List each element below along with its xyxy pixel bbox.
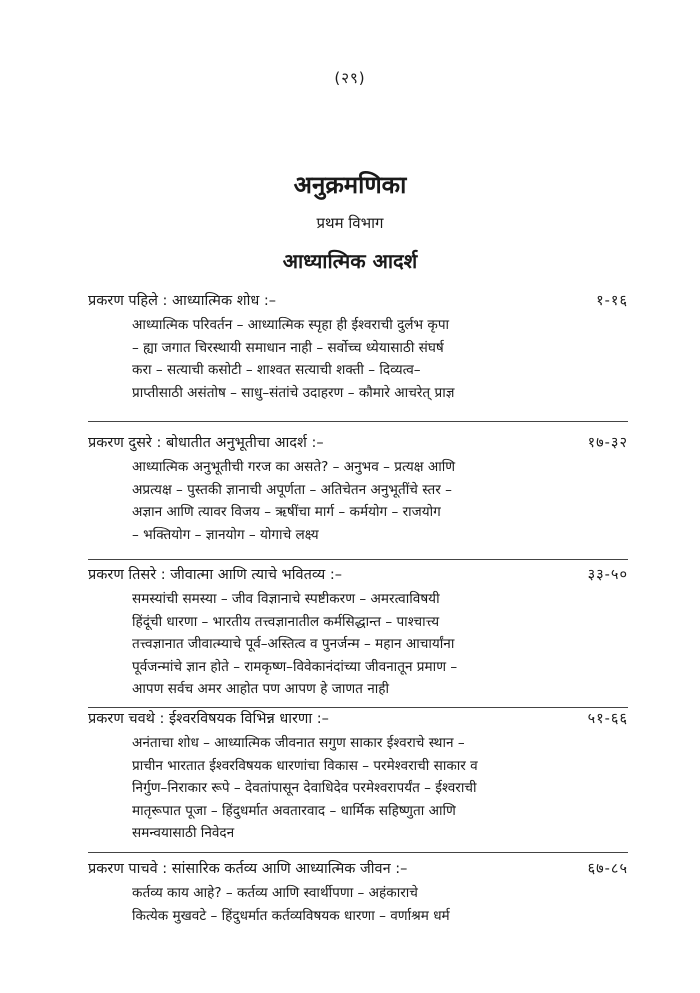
topic-line: निर्गुण–निराकार रूपे – देवतांपासून देवाधिदेव परमेश्वरापर्यंत – ईश्वराची [132,780,477,796]
chapter-topics [132,882,628,927]
divider [88,421,628,422]
topic-line: आध्यात्मिक अनुभूतीची गरज का असते? – अनुभव – प्रत्यक्ष आणि [132,459,456,475]
chapter-title: प्रकरण पहिले : आध्यात्मिक शोध :– [88,293,276,309]
chapter-entry-3 [88,562,628,701]
divider [88,852,628,853]
chapter-entry-1 [88,288,628,404]
page-title: अनुक्रमणिका [293,171,407,199]
chapter-entry-4 [88,706,628,845]
chapter-title: प्रकरण दुसरे : बोधातीत अनुभूतीचा आदर्श :– [88,435,324,451]
chapter-page-range: १-१६ [596,293,628,309]
topic-line: प्राप्तीसाठी असंतोष – साधु–संतांचे उदाहरण – कौमारे आचरेत् प्राज्ञ [132,384,455,401]
part-subtitle: प्रथम विभाग [316,214,384,232]
chapter-page-range: ३३-५० [587,567,628,583]
topic-line: अनंताचा शोध – आध्यात्मिक जीवनात सगुण साकार ईश्वराचे स्थान – [132,735,465,751]
topic-line: समन्वयासाठी निवेदन [132,825,235,841]
topic-line: प्राचीन भारतात ईश्वरविषयक धारणांचा विकास – परमेश्वराची साकार व [132,757,478,774]
topic-line: समस्यांची समस्या – जीव विज्ञानाचे स्पष्टीकरण – अमरत्वाविषयी [132,591,440,607]
chapter-title: प्रकरण चवथे : ईश्वरविषयक विभिन्न धारणा :– [88,711,329,727]
topic-line: आपण सर्वच अमर आहोत पण आपण हे जाणत नाही [132,681,390,697]
topic-line: कर्तव्य काय आहे? – कर्तव्य आणि स्वार्थीपणा – अहंकाराचे [132,885,418,901]
topic-line: करा – सत्याची कसोटी – शाश्वत सत्याची शक्ती – दिव्यत्व– [132,362,421,378]
chapter-page-range: १७-३२ [587,435,628,451]
chapter-topics [132,314,628,404]
topic-line: हिंदूंची धारणा – भारतीय तत्त्वज्ञानातील कर्मसिद्धान्त – पाश्चात्त्य [132,613,440,630]
topic-line: मातृरूपात पूजा – हिंदुधर्मात अवतारवाद – धार्मिक सहिष्णुता आणि [132,802,456,819]
topic-line: कित्येक मुखवटे – हिंदुधर्मात कर्तव्यविषयक धारणा – वर्णाश्रम धर्म [132,907,450,924]
chapter-topics [132,732,628,845]
topic-line: – भक्तियोग – ज्ञानयोग – योगाचे लक्ष्य [132,526,319,543]
topic-line: – ह्या जगात चिरस्थायी समाधान नाही – सर्वोच्च ध्येयासाठी संघर्ष [132,339,444,356]
topic-line: पूर्वजन्मांचे ज्ञान होते – रामकृष्ण–विवेकानंदांच्या जीवनातून प्रमाण – [132,658,458,675]
chapter-title: प्रकरण पाचवे : सांसारिक कर्तव्य आणि आध्यात्मिक जीवन :– [88,861,408,877]
page-number: (२९) [334,69,366,87]
chapter-topics [132,588,628,701]
chapter-title: प्रकरण तिसरे : जीवात्मा आणि त्याचे भवितव्य :– [88,567,342,583]
topic-line: तत्त्वज्ञानात जीवात्म्याचे पूर्व–अस्तित्व व पुनर्जन्म – महान आचार्यांना [132,636,455,652]
chapter-topics [132,456,628,546]
topic-line: अज्ञान आणि त्यावर विजय – ऋषींचा मार्ग – कर्मयोग – राजयोग [132,504,441,520]
section-heading: आध्यात्मिक आदर्श [282,249,418,273]
chapter-entry-5 [88,856,628,927]
chapter-page-range: ५१-६६ [587,711,628,727]
topic-line: आध्यात्मिक परिवर्तन – आध्यात्मिक स्पृहा ही ईश्वराची दुर्लभ कृपा [132,317,450,333]
chapter-page-range: ६७-८५ [587,861,628,877]
topic-line: अप्रत्यक्ष – पुस्तकी ज्ञानाची अपूर्णता – अतिचेतन अनुभूतींचे स्तर – [132,481,452,498]
chapter-entry-2 [88,430,628,546]
divider [88,559,628,560]
